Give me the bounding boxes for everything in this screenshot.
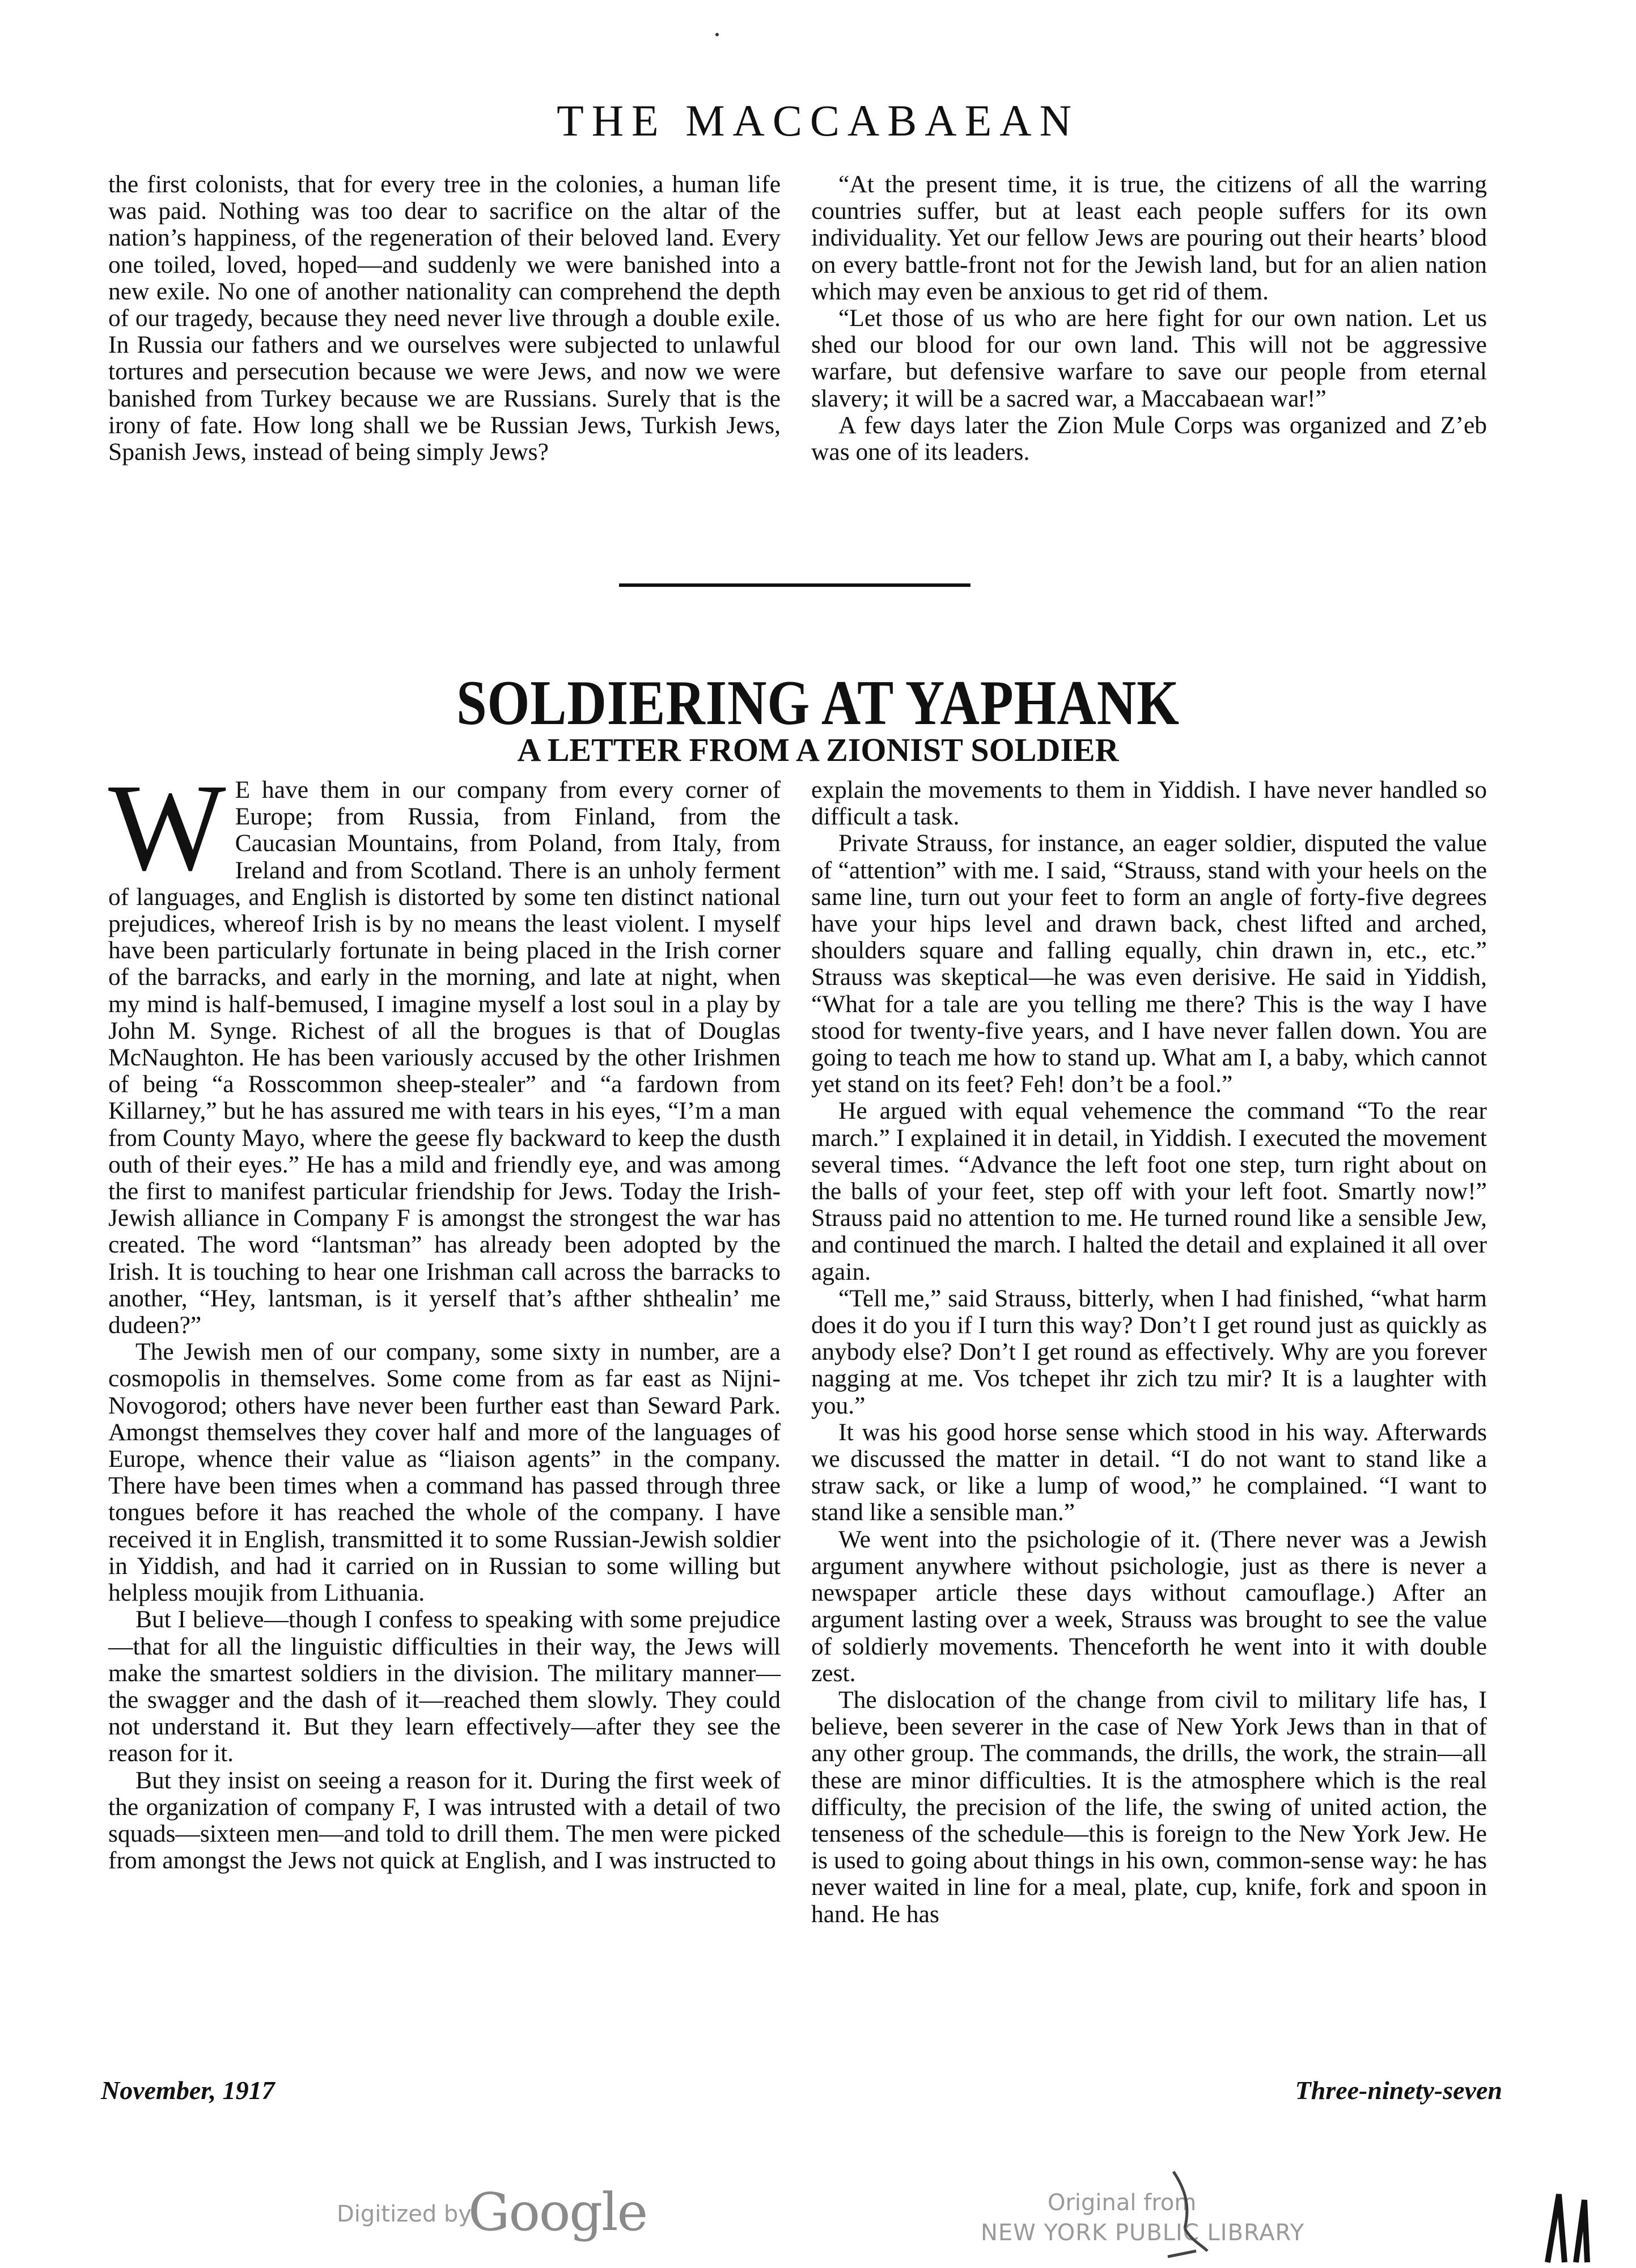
article-subtitle: A LETTER FROM A ZIONIST SOLDIER: [517, 731, 1119, 769]
continued-paragraph: the first colonists, that for every tree in the colonies, a human life was paid. Nothing was too dear to sacrifice on the altar of the nation’s happiness, of the regeneration of their beloved land. Every one toiled, loved, hoped—and suddenly we were banished into a new exile. No one of another nationality can comprehend the depth of our tragedy, because they need never live through a double exile. In Russia our fathers and we ourselves were subjected to unlawful tortures and persecution because we were Jews, and now we were banished from Turkey because we are Russians. Surely that is the irony of fate. How long shall we be Russian Jews, Turkish Jews, Spanish Jews, instead of being simply Jews?: [108, 171, 781, 466]
article-paragraph: [108, 758, 781, 1339]
article-paragraph: We went into the psichologie of it. (There never was a Jewish argument anywhere without psichologie, just as there is never a newspaper article these days without camouflage.) After an argument lasting over a week, Strauss was brought to see the value of soldierly movements. Thenceforth he went into it with double zest.: [811, 1525, 1487, 1687]
article-paragraph: Private Strauss, for instance, an eager soldier, disputed the value of “attention” with me. I said, “Strauss, stand with your heels on the same line, turn out your feet to form an angle of forty-five degrees have your hips level and drawn back, chest lifted and arched, shoulders square and falling equally, chin drawn in, etc., etc.” Strauss was skeptical—he was even derisive. He said in Yiddish, “What for a tale are you telling me there? This is the way I have stood for twenty-five years, and I have never fallen down. You are going to teach me how to stand up. What am I, a baby, which cannot yet stand on its feet? Feh! don’t be a fool.”: [811, 830, 1487, 1098]
continued-paragraph: “At the present time, it is true, the citizens of all the warring countries suffer, but at least each people suffers for its own individuality. Yet our fellow Jews are pouring out their hearts’ blood on every battle-front not for the Jewish land, but for an alien nation which may even be anxious to get rid of them.: [811, 171, 1487, 305]
digitized-by-label: Digitized by: [337, 2201, 472, 2227]
first-paragraph-text: E have them in our company from every corner of Europe; from Russia, from Finland, from the Caucasian Mountains, from Poland, from Italy, from Ireland and from Scotland. There is an unholy ferment of languages, and English is distorted by some ten distinct national prejudices, whereof Irish is by no means the least violent. I myself have been particularly fortunate in being placed in the Irish corner of the barracks, and early in the morning, and late at night, when my mind is half-bemused, I imagine myself a lost soul in a play by John M. Synge. Richest of all the brogues is that of Douglas McNaughton. He has been variously accused by the other Irishmen of being “a Rosscommon sheep-stealer” and “a fardown from Killarney,” but he has assured me with tears in his eyes, “I’m a man from County Mayo, where the geese fly backward to keep the dusth outh of their eyes.” He has a mild and friendly eye, and was among the first to manifest particular friendship for Jews. Today the Irish-Jewish alliance in Company F is amongst the strongest the war has created. The word “lantsman” has already been adopted by the Irish. It is touching to hear one Irishman call across the barracks to another, “Hey, lantsman, is it yerself that’s afther shthealin’ me dudeen?”: [108, 776, 781, 1339]
library-name: NEW YORK PUBLIC LIBRARY: [981, 2220, 1305, 2246]
section-divider: [619, 583, 970, 587]
continued-column-right: [811, 171, 1487, 466]
continued-paragraph: A few days later the Zion Mule Corps was organized and Z’eb was one of its leaders.: [811, 411, 1487, 466]
page-edge-mark-icon: [1531, 2183, 1599, 2268]
running-title: THE MACCABAEAN: [557, 96, 1079, 145]
article-column-right: [811, 777, 1487, 1928]
page-speck: [715, 33, 719, 36]
article-title: SOLDIERING AT YAPHANK: [456, 668, 1180, 739]
article-paragraph: The Jewish men of our company, some sixty in number, are a cosmopolis in themselves. Some come from as far east as Nijni-Novogorod; others have never been further east than Seward Park. Amongst themselves they cover half and more of the languages of Europe, whence their value as “liaison agents” in the company. There have been times when a command has passed through three tongues before it has reached the whole of the company. I have received it in English, transmitted it to some Russian-Jewish soldier in Yiddish, and had it carried on in Russian to some willing but helpless moujik from Lithuania.: [108, 1338, 781, 1607]
ink-mark-icon: [1151, 2166, 1219, 2268]
article-paragraph: The dislocation of the change from civil to military life has, I believe, been severer in the case of New York Jews than in that of any other group. The commands, the drills, the work, the strain—all these are minor difficulties. It is the atmosphere which is the real difficulty, the precision of the life, the swing of united action, the tenseness of the schedule—this is foreign to the New York Jew. He is used to going about things in his own, common-sense way: he has never waited in line for a meal, plate, cup, knife, fork and spoon in hand. He has: [811, 1686, 1487, 1928]
page-number: Three-ninety-seven: [1295, 2076, 1502, 2105]
article-paragraph: “Tell me,” said Strauss, bitterly, when I had finished, “what harm does it do you if I turn this way? Don’t I get round just as quickly as anybody else? Don’t I get round as effectively. Why are you forever nagging at me. Vos tchepet ihr zich tzu mir? It is a laughter with you.”: [811, 1284, 1487, 1419]
article-column-left: [108, 758, 781, 1875]
article-paragraph: It was his good horse sense which stood in his way. Afterwards we discussed the matter in detail. “I do not want to stand like a straw sack, or like a lump of wood,” he complained. “I want to stand like a sensible man.”: [811, 1418, 1487, 1526]
issue-date: November, 1917: [101, 2076, 275, 2105]
drop-cap: W: [108, 758, 226, 896]
original-from-label: Original from: [1048, 2190, 1197, 2216]
google-logo: Google: [468, 2182, 647, 2242]
article-paragraph: explain the movements to them in Yiddish. I have never handled so difficult a task.: [811, 776, 1487, 831]
article-paragraph: He argued with equal vehemence the command “To the rear march.” I explained it in detail, in Yiddish. I executed the movement several times. “Advance the left foot one step, turn right about on the balls of your feet, step off with your left foot. Smartly now!” Strauss paid no attention to me. He turned round like a sensible Jew, and continued the march. I halted the detail and explained it all over again.: [811, 1097, 1487, 1285]
continued-column-left: [108, 171, 781, 466]
article-paragraph: But I believe—though I confess to speaking with some prejudice—that for all the linguistic difficulties in their way, the Jews will make the smartest soldiers in the division. The military manner—the swagger and the dash of it—reached them slowly. They could not understand it. But they learn effectively—after they see the reason for it.: [108, 1606, 781, 1767]
article-paragraph: But they insist on seeing a reason for it. During the first week of the organization of company F, I was intrusted with a detail of two squads—sixteen men—and told to drill them. The men were picked from amongst the Jews not quick at English, and I was instructed to: [108, 1766, 781, 1875]
continued-paragraph: “Let those of us who are here fight for our own nation. Let us shed our blood for our own land. This will not be aggressive warfare, but defensive warfare to save our people from eternal slavery; it will be a sacred war, a Maccabaean war!”: [811, 304, 1487, 412]
